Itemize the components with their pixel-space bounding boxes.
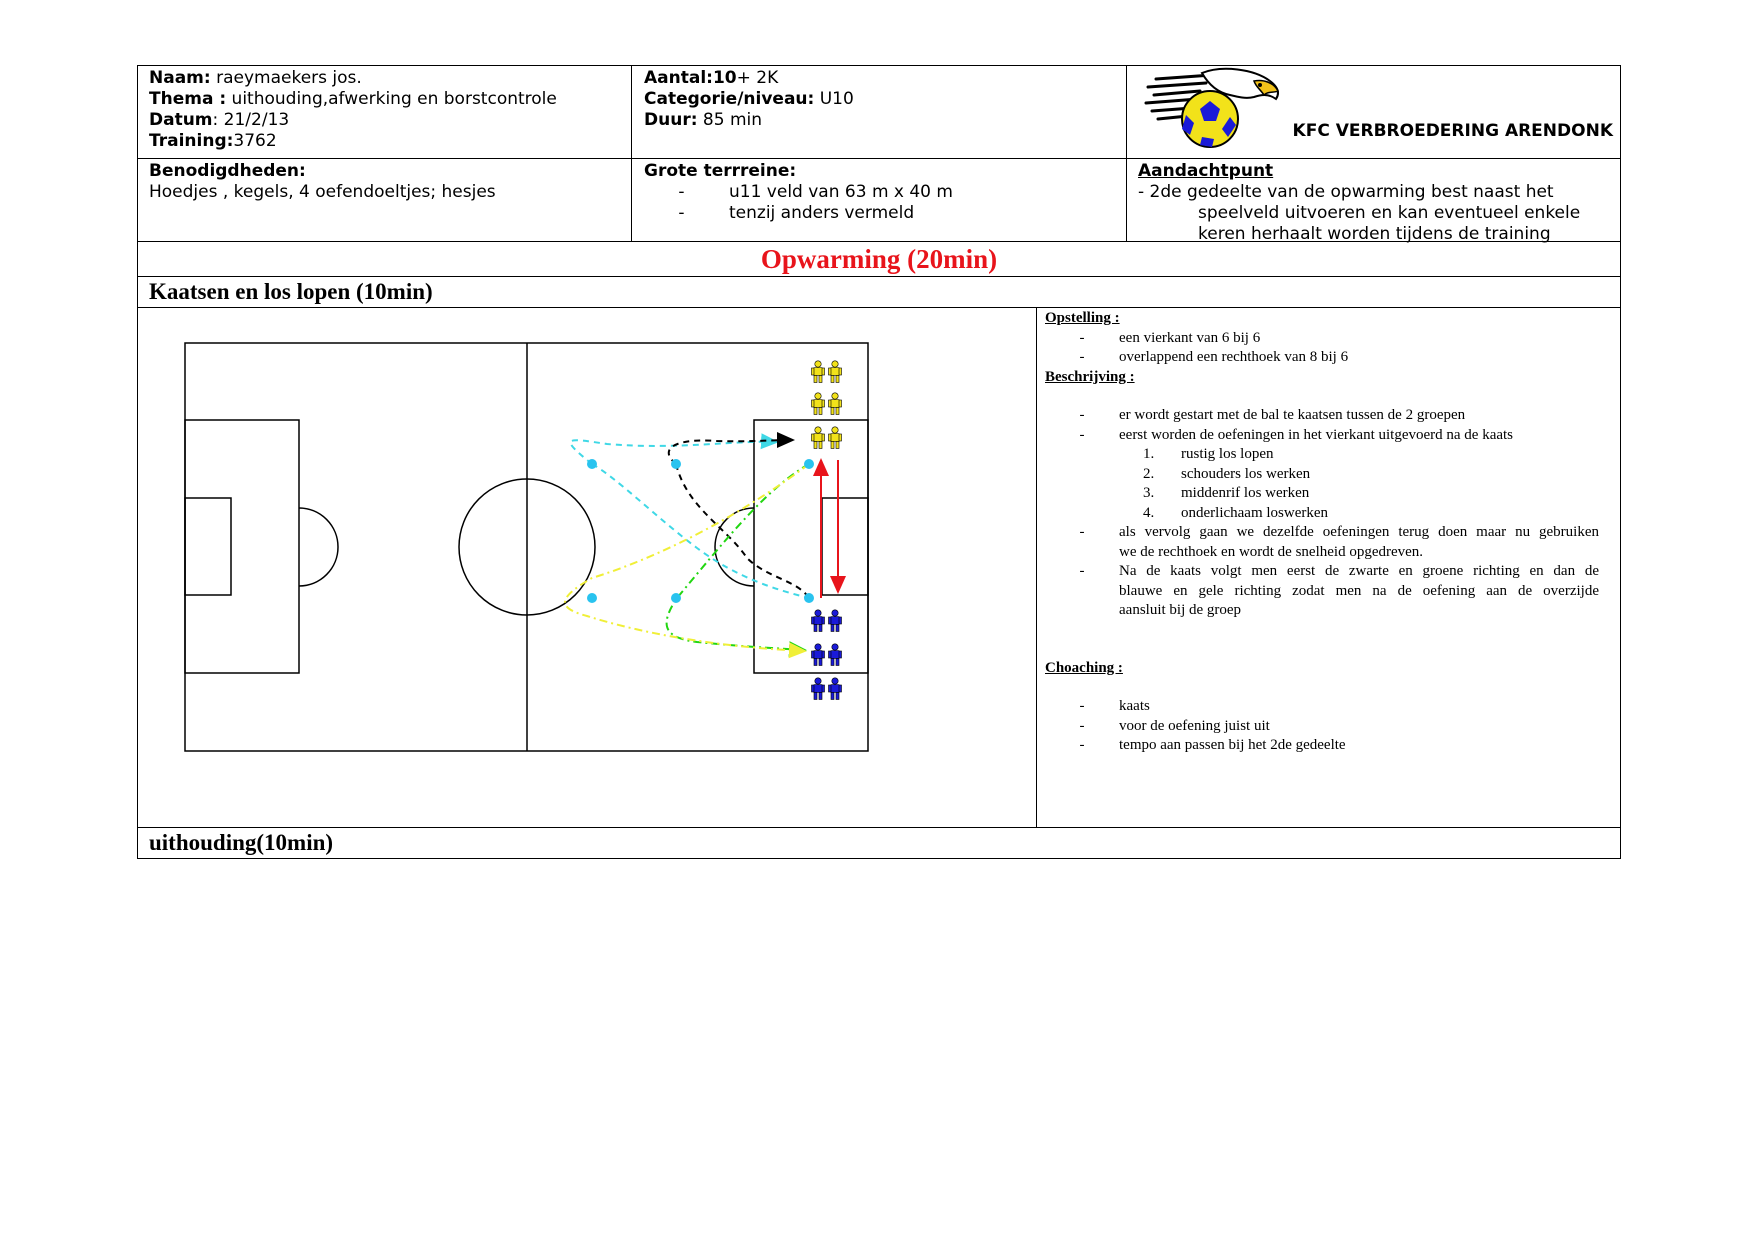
beschrijving-item: - eerst worden de oefeningen in het vierkant uitgevoerd na de kaats [1079,426,1514,443]
yellow-player-icon [812,393,825,415]
black-path [676,464,809,598]
pitch-diagram [137,308,1036,827]
benodigdheden-value: Hoedjes , kegels, 4 oefendoeltjes; hesjes [149,182,496,202]
pitch-lines [185,343,868,751]
blue-player-icon [829,678,842,700]
thema-value: uithouding,afwerking en borstcontrole [226,89,557,109]
description-column [1045,308,1615,756]
aandacht-line: speelveld uitvoeren en kan eventueel enkele [1198,203,1581,223]
naam-label: Naam: [149,68,211,88]
terrein-block [644,161,1119,224]
opwarming-title: Opwarming (20min) [760,244,998,274]
cone-marker [671,593,681,603]
kaats-line: blauwe en gele richting zodat men na de oefening aan de overzijde [1119,582,1599,599]
naam-value: raeymaekers jos. [210,68,362,88]
yellow-player-icon [812,427,825,449]
training-value: 3762 [233,131,277,151]
coaching-item: - kaats [1079,698,1150,714]
numbered-item: 3. middenrif los werken [1143,485,1310,501]
aandacht-line: keren herhaalt worden tijdens de training [1198,224,1551,244]
numbered-item: 1. rustig los lopen [1143,446,1274,462]
session-info [644,68,1119,131]
numbered-item: 2. schouders los werken [1143,465,1311,482]
vervolg-line: we de rechthoek en wordt de snelheid opgedreven. [1119,543,1424,560]
categorie-label: Categorie/niveau: [644,89,815,109]
trainer-info [149,68,624,152]
vervolg-item: - als vervolg gaan we dezelfde oefeningen terug doen maar nu gebruiken [1079,524,1599,540]
cone-marker [804,459,814,469]
blue-player-icon [812,678,825,700]
terrein-label: Grote terrreine: [644,161,797,181]
aantal-value: + 2K [736,68,779,88]
cone-marker [587,459,597,469]
opstelling-label: Opstelling : [1045,310,1120,326]
terrein-item: - tenzij anders vermeld [678,203,915,223]
blue-player-icon [829,610,842,632]
kaats-line: aansluit bij de groep [1119,602,1242,618]
benodigdheden-label: Benodigdheden: [149,161,306,181]
uithouding-title: uithouding(10min) [149,830,334,855]
kaats-item: - Na de kaats volgt men eerst de zwarte en groene richting en dan de [1079,563,1599,579]
aandacht-block [1138,161,1618,245]
opstelling-item: - overlappend een rechthoek van 8 bij 6 [1079,349,1349,365]
thema-label: Thema : [149,89,227,109]
blue-player-icon [812,610,825,632]
terrein-item: - u11 veld van 63 m x 40 m [678,182,953,202]
yellow-player-icon [829,427,842,449]
yellow-player-icon [829,393,842,415]
beschrijving-item: - er wordt gestart met de bal te kaatsen tussen de 2 groepen [1079,407,1466,423]
datum-value: : 21/2/13 [212,110,290,130]
benodigdheden-block [149,161,624,203]
cyan-path [592,464,809,598]
green-path [667,464,809,650]
categorie-value: U10 [814,89,854,109]
coaching-item: - voor de oefening juist uit [1079,717,1270,734]
coaching-item: - tempo aan passen bij het 2de gedeelte [1079,737,1346,753]
cone-marker [804,593,814,603]
yellow-player-icon [812,361,825,383]
aandacht-label: Aandachtpunt [1138,161,1274,181]
numbered-item: 4. onderlichaam loswerken [1143,504,1329,521]
aantal-label: Aantal:10 [644,68,737,88]
beschrijving-label: Beschrijving : [1045,368,1135,385]
cone-marker [587,593,597,603]
club-name: KFC VERBROEDERING ARENDONK [1292,121,1613,141]
yellow-player-icon [829,361,842,383]
datum-label: Datum [149,110,213,130]
yellow-path [565,464,809,651]
blue-player-icon [812,644,825,666]
kaatsen-title: Kaatsen en los lopen (10min) [149,279,433,304]
training-label: Training: [149,131,234,151]
blue-player-icon [829,644,842,666]
coaching-label: Choaching : [1045,659,1123,676]
aandacht-line: - 2de gedeelte van de opwarming best naast het [1138,182,1554,202]
opstelling-item: - een vierkant van 6 bij 6 [1079,329,1261,346]
duur-label: Duur: [644,110,698,130]
duur-value: 85 min [697,110,762,130]
cone-marker [671,459,681,469]
